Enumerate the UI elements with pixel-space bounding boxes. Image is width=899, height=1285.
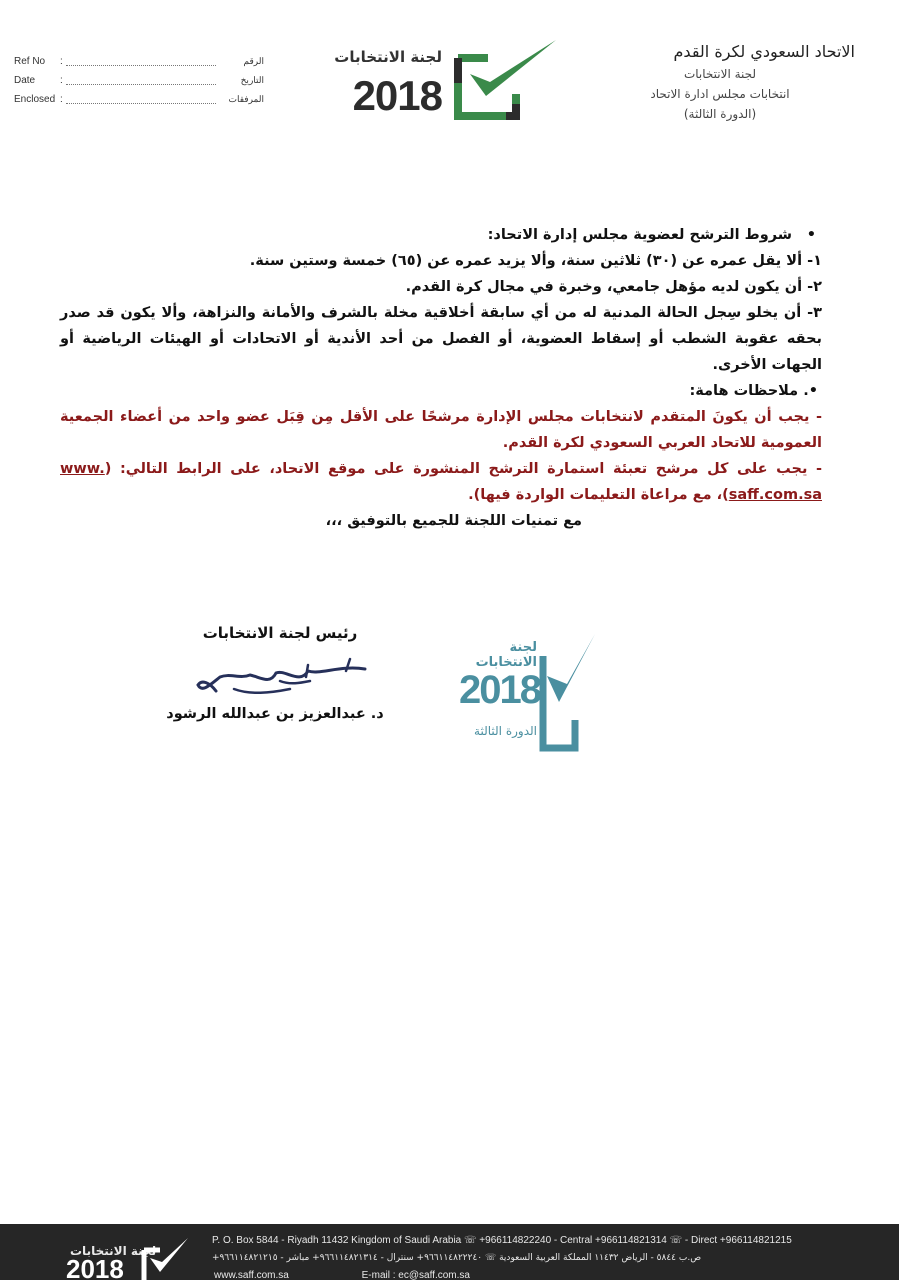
note-text: - يجب على كل مرشح تعبئة استمارة الترشح المنشورة على موقع الاتحاد، على الرابط التالي: ( — [104, 461, 822, 477]
website-link[interactable]: www. saff.com.sa — [60, 461, 822, 503]
organization-term: (الدورة الثالثة) — [683, 107, 757, 121]
footer-website[interactable]: www.saff.com.sa — [214, 1270, 289, 1281]
organization-elections: انتخابات مجلس ادارة الاتحاد — [650, 87, 790, 101]
condition-item: ٣- أن يخلو سِجل الحالة المدنية له من أي سابقة أخلاقية مخلة بالشرف والأمانة والنزاهة، وألا يكون قد صدر بحقه عقوبة الشطب أو إسقاط العضوية، أو الفصل من أحد الأندية أو الاتحادات أو الهيئات الرياضية أو الجهات الأخرى. — [60, 305, 822, 373]
signer-title: رئيس لجنة الانتخابات — [202, 624, 358, 642]
enclosed-label-ar: المرفقات — [228, 94, 264, 104]
ref-row: Ref No : الرقم — [14, 56, 264, 67]
handwritten-signature — [190, 655, 370, 700]
notes-title: •. ملاحظات هامة: — [689, 383, 818, 399]
elections-logo — [330, 38, 562, 128]
ref-row: Date : التاريخ — [14, 75, 264, 86]
stamp-title: لجنة الانتخابات — [475, 640, 537, 670]
reference-fields — [14, 56, 264, 113]
committee-stamp — [455, 632, 600, 757]
footer-contacts — [214, 1270, 614, 1281]
organization-committee: لجنة الانتخابات — [683, 67, 757, 81]
conditions-title: • شروط الترشح لعضوية مجلس إدارة الاتحاد: — [60, 222, 822, 248]
ref-no-label: Ref No — [14, 56, 46, 67]
logo-year: 2018 — [352, 72, 442, 119]
footer-bar — [0, 1224, 899, 1284]
footer-address-ar: ص.ب ٥٨٤٤ - الرياض ١١٤٣٢ المملكة العربية السعودية ☏ ٩٦٦١١٤٨٢٢٢٤٠+ سنترال - ٩٦٦١١٤٨٢١٣١٤+ مباشر - ٩٦٦١١٤٨٢١٢١٥+ — [212, 1253, 702, 1263]
note-item — [60, 456, 822, 508]
date-label: Date — [14, 75, 36, 86]
stamp-year: 2018 — [459, 668, 540, 712]
footer-logo-title: لجنة الانتخابات — [70, 1244, 157, 1258]
footer-logo-year: 2018 — [66, 1254, 124, 1284]
letter-body — [60, 222, 822, 534]
footer-email[interactable]: E-mail : ec@saff.com.sa — [361, 1270, 470, 1281]
organization-name: الاتحاد السعودي لكرة القدم — [673, 42, 855, 61]
logo-title: لجنة الانتخابات — [334, 48, 442, 66]
organization-block — [595, 42, 855, 121]
closing-line: مع تمنيات اللجنة للجميع بالتوفيق ،،، — [325, 513, 582, 529]
condition-item: ٢- أن يكون لديه مؤهل جامعي، وخبرة في مجال كرة القدم. — [405, 279, 822, 295]
checkbox-check-icon — [448, 38, 562, 124]
stamp-subtitle: الدورة الثالثة — [474, 724, 537, 738]
note-text: )، مع مراعاة التعليمات الواردة فيها). — [468, 487, 729, 503]
date-label-ar: التاريخ — [240, 75, 264, 85]
condition-item: ١- ألا يقل عمره عن (٣٠) ثلاثين سنة، وألا يزيد عمره عن (٦٥) خمسة وستين سنة. — [249, 253, 822, 269]
footer-check-icon — [138, 1236, 190, 1280]
stamp-check-icon — [537, 632, 599, 752]
footer-address-en: P. O. Box 5844 - Riyadh 11432 Kingdom of Saudi Arabia ☏ +966114822240 - Central +966114821314 ☏ - Direct +966114821215 — [212, 1235, 792, 1246]
enclosed-label: Enclosed — [14, 94, 56, 105]
ref-row: Enclosed : المرفقات — [14, 94, 264, 105]
note-item: - يجب أن يكونَ المتقدم لانتخابات مجلس الإدارة مرشحًا على الأقل مِن قِبَل عضو واحد من أعضاء الجمعية العمومية للاتحاد العربي السعودي لكرة القدم. — [60, 409, 822, 451]
ref-no-label-ar: الرقم — [243, 56, 264, 66]
signer-name: د. عبدالعزيز بن عبدالله الرشود — [166, 706, 384, 722]
